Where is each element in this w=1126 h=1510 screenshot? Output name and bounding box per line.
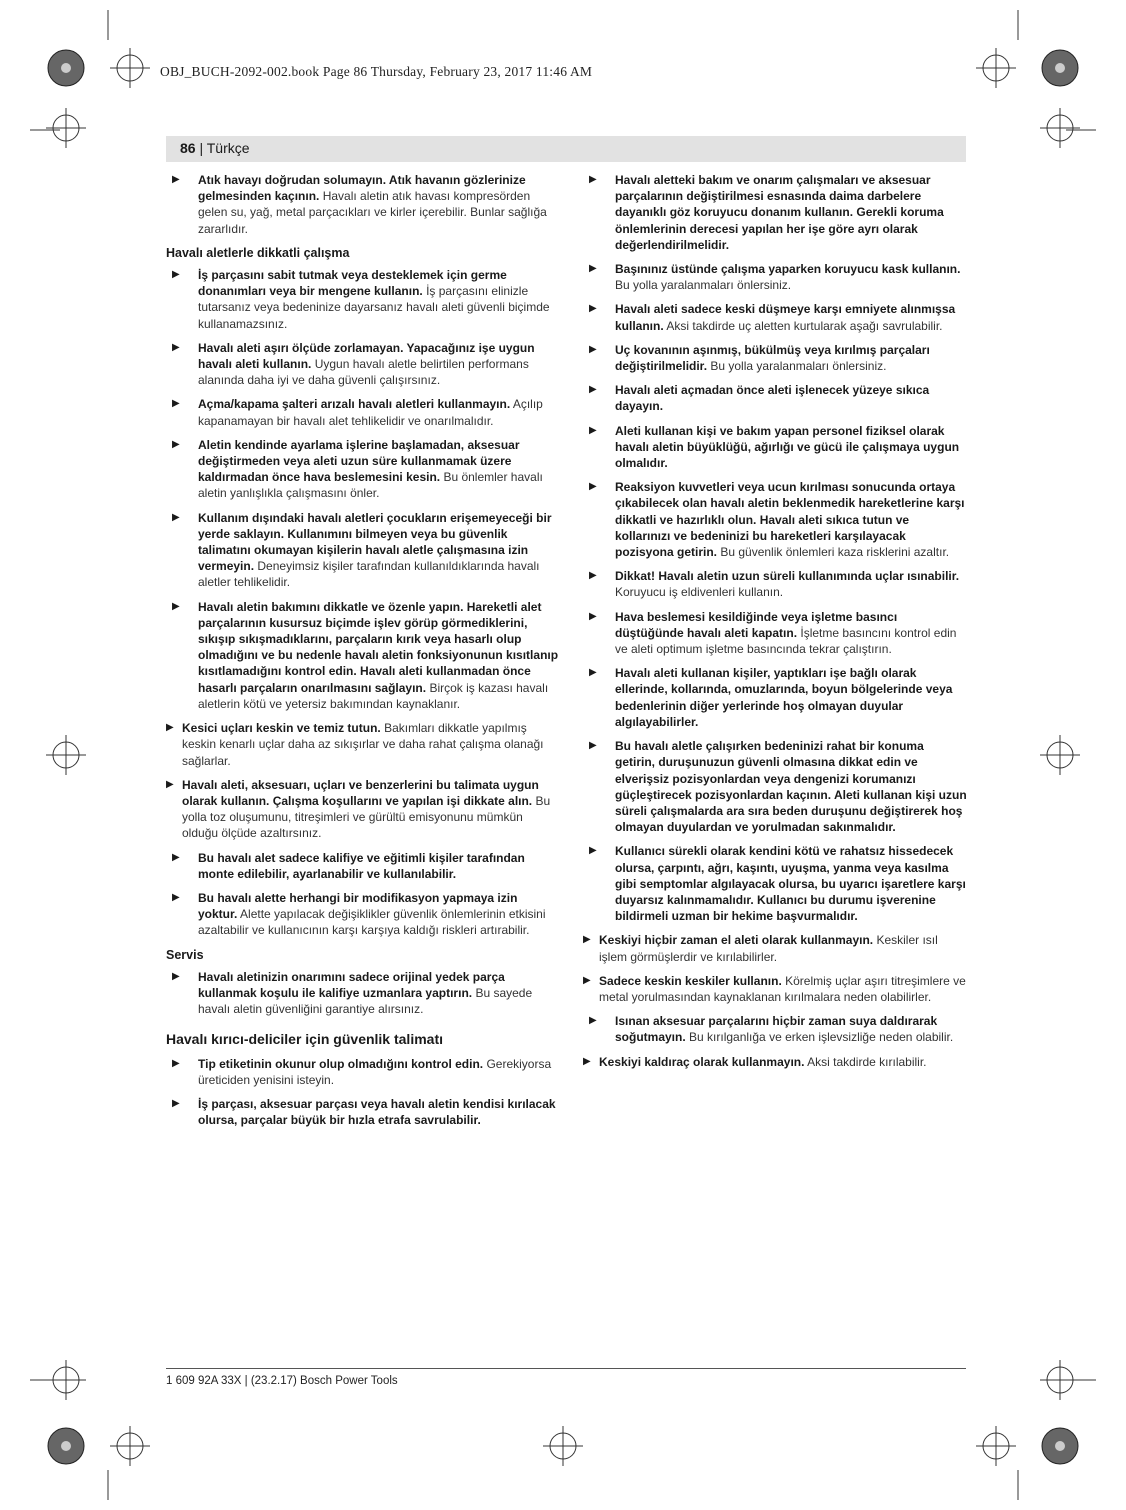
- item-bold-text: Uç kovanının aşınmış, bükülmüş veya kırılmış parçaları değiştirilmelidir.: [615, 342, 930, 374]
- list-item: [583, 1013, 967, 1045]
- arrow-bullet-icon: ▶: [172, 851, 180, 863]
- arrow-bullet-icon: ▶: [172, 438, 180, 450]
- arrow-bullet-icon: ▶: [589, 570, 597, 582]
- arrow-bullet-icon: ▶: [172, 341, 180, 353]
- arrow-bullet-icon: ▶: [172, 398, 180, 410]
- item-bold-text: Havalı aleti açmadan önce aleti işlenecek yüzeye sıkıca dayayın.: [615, 383, 930, 414]
- arrow-bullet-icon: ▶: [589, 174, 597, 185]
- item-body-text: Birçok iş kazası havalı aletlerin kötü ve yetersiz bakımından kaynaklanır.: [198, 680, 549, 711]
- item-bold-text: Keskiyi kaldıraç olarak kullanmayın.: [599, 1054, 805, 1069]
- list-item: [583, 479, 967, 560]
- item-body-text: Aksi takdirde kırılabilir.: [804, 1054, 927, 1069]
- arrow-bullet-icon: ▶: [589, 481, 597, 493]
- page-label: [180, 140, 250, 156]
- item-bold-text: İş parçasını sabit tutmak veya desteklemek için germe donanımları veya bir mengene kullanın.: [198, 268, 507, 299]
- list-item: [583, 843, 967, 924]
- item-bold-text: Bu havalı aletle çalışırken bedeninizi rahat bir konuma getirin, duruşunuzun güvenli olmasına dikkat edin ve elverişsiz pozisyonlardan veya dengenizi korumanızı güçleştirecek pozisyonlardan kaçının. Aleti kullanan kişi uzun süreli çalışmalarda ara sıra beden duruşunu değiştirerek hoş olmayan duyulardan ve yorulmadan sakınmalıdır.: [615, 739, 967, 835]
- item-bold-text: Havalı aleti kullanan kişiler, yaptıkları işe bağlı olarak ellerinde, kollarında, omuzlarında, boyun bölgelerinde veya bedenlerinin diğer yerlerinde hoş olmayan duyular algılayabilirler.: [615, 666, 953, 729]
- arrow-bullet-icon: ▶: [589, 424, 597, 436]
- arrow-bullet-icon: ▶: [172, 1097, 180, 1109]
- item-body-text: Bu yolla yaralanmaları önlersiniz.: [707, 359, 887, 374]
- item-bold-text: Aleti kullanan kişi ve bakım yapan personel fiziksel olarak havalı aletin büyüklüğü, ağırlığı ve gücü ile çalışmaya uygun olmalıdır.: [615, 423, 960, 471]
- item-body-text: İşletme basıncını kontrol edin ve aleti optimum işletme basıncında tekrar çalıştırın.: [615, 625, 957, 657]
- item-bold-text: Havalı aleti aşırı ölçüde zorlamayan. Yapacağınız işe uygun havalı aleti kullanın.: [198, 340, 535, 372]
- list-item: [166, 510, 560, 591]
- arrow-bullet-icon: ▶: [589, 343, 597, 355]
- arrow-bullet-icon: ▶: [589, 263, 597, 275]
- item-body-text: Bu önlemler havalı aletin yanlışlıkla çalışmasını önler.: [198, 470, 543, 501]
- arrow-bullet-icon: ▶: [172, 174, 180, 185]
- item-body-text: Bu güvenlik önlemleri kaza risklerini azaltır.: [717, 545, 950, 560]
- left-column: [166, 172, 560, 1136]
- list-item: [583, 423, 967, 472]
- header-language: Türkçe: [206, 140, 250, 156]
- item-bold-text: Tip etiketinin okunur olup olmadığını kontrol edin.: [198, 1056, 484, 1071]
- subheading: Havalı aletlerle dikkatli çalışma: [166, 245, 350, 260]
- item-bold-text: Kullanım dışındaki havalı aletleri çocukların erişemeyeceği bir yerde saklayın. Kullanımını bilmeyen veya bu güvenlik talimatını okumayan kişilerin havalı aletle çalışmasına izin vermeyin.: [198, 510, 552, 574]
- item-body-text: Körelmiş uçlar aşırı titreşimlere ve metal yorulmasından kaynaklanan kırılmalara neden olabilirler.: [599, 973, 966, 1004]
- item-body-text: Gerekiyorsa üreticiden yenisini isteyin.: [198, 1056, 552, 1087]
- arrow-bullet-icon: ▶: [166, 778, 174, 790]
- arrow-bullet-icon: ▶: [583, 934, 591, 946]
- item-bold-text: Havalı aletteki bakım ve onarım çalışmaları ve aksesuar parçalarının değiştirilmesi esnasında daima darbelere dayanıklı göz koruyucu donanım kullanın. Gerekli koruma önlemlerinin derecesi yapılan her işe göre ayrı olarak değerlendirilmelidir.: [615, 173, 944, 252]
- list-item: [166, 1056, 560, 1088]
- item-body-text: Bakımları dikkatle yapılmış keskin kenarlı uçlar daha az sıkışırlar ve daha rahat çalışma olanağı sağlarlar.: [182, 721, 544, 768]
- list-item: [166, 890, 560, 939]
- item-bold-text: Havalı aleti sadece keski düşmeye karşı emniyete alınmışsa kullanın.: [615, 302, 956, 333]
- right-column: [583, 172, 967, 1078]
- item-body-text: İş parçasını elinizle tutarsanız veya bedeninize dayarsanız havalı aleti güvenli biçimde kullanamazsınız.: [198, 284, 550, 331]
- arrow-bullet-icon: ▶: [583, 1055, 591, 1067]
- item-body-text: Açılıp kapanamayan bir havalı alet tehlikelidir ve onarılmalıdır.: [198, 397, 543, 428]
- item-bold-text: Havalı aleti, aksesuarı, uçları ve benzerlerini bu talimata uygun olarak kullanın. Çalışma koşullarını ve yapılan işi dikkate alın.: [182, 777, 539, 808]
- header-separator: |: [195, 140, 207, 156]
- arrow-bullet-icon: ▶: [589, 667, 597, 679]
- list-item: [583, 301, 967, 333]
- subheading: Servis: [166, 947, 204, 962]
- item-body-text: Havalı aletin atık havası kompresörden gelen su, yağ, metal parçacıkları ve kirler içerebilir. Bunlar sağlığa zararlıdır.: [198, 189, 547, 236]
- list-item: [166, 599, 560, 712]
- item-bold-text: Hava beslemesi kesildiğinde veya işletme basıncı düştüğünde havalı aleti kapatın.: [615, 609, 898, 640]
- item-body-text: Bu yolla toz oluşumunu, titreşimleri ve gürültü emisyonunu mümkün olduğu ölçüde azaltırsınız.: [182, 793, 551, 841]
- item-bold-text: Reaksiyon kuvvetleri veya ucun kırılması sonucunda ortaya çıkabilecek olan havalı aletin beklenmedik hareketlerine karşı dikkatli ve hazırlıklı olun. Havalı aleti sıkıca tutun ve kollarınızı ve bedeninizi bu hareketleri karşılayacak pozisyona getirin.: [615, 480, 965, 560]
- list-item: [166, 969, 560, 1018]
- list-item: [583, 973, 967, 1005]
- arrow-bullet-icon: ▶: [583, 974, 591, 986]
- item-bold-text: Atık havayı doğrudan solumayın. Atık havanın gözlerinize gelmesinden kaçının.: [198, 173, 526, 204]
- list-item: [583, 568, 967, 600]
- arrow-bullet-icon: ▶: [589, 303, 597, 315]
- item-bold-text: İş parçası, aksesuar parçası veya havalı aletin kendisi kırılacak olursa, parçalar büyük bir hızla etrafa savrulabilir.: [198, 1096, 556, 1128]
- section-heading: Havalı kırıcı-deliciler için güvenlik talimatı: [166, 1031, 443, 1048]
- item-body-text: Deneyimsiz kişiler tarafından kullanıldıklarında havalı aletler tehlikelidir.: [198, 559, 540, 590]
- arrow-bullet-icon: ▶: [172, 891, 180, 903]
- list-item: [583, 738, 967, 835]
- list-item: [166, 172, 560, 237]
- item-bold-text: Dikkat! Havalı aletin uzun süreli kullanımında uçlar ısınabilir.: [615, 569, 960, 584]
- item-body-text: Alette yapılacak değişiklikler güvenlik önlemlerinin etkisini azaltabilir ve kullanıcının karşı karşıya kaldığı riskleri artırabilir.: [198, 907, 546, 938]
- item-body-text: Aksi takdirde uç aletten kurtularak aşağı savrulabilir.: [663, 318, 943, 333]
- list-item: [166, 437, 560, 502]
- list-item: [166, 777, 560, 842]
- list-item: [166, 396, 560, 428]
- arrow-bullet-icon: ▶: [589, 740, 597, 752]
- item-bold-text: Keskiyi hiçbir zaman el aleti olarak kullanmayın.: [599, 933, 874, 948]
- item-bold-text: Açma/kapama şalteri arızalı havalı aletleri kullanmayın.: [198, 397, 511, 412]
- item-bold-text: Kullanıcı sürekli olarak kendini kötü ve rahatsız hissedecek olursa, çarpıntı, ağrı, kaşıntı, uyuşma, yanma veya kasılma gibi semptomlar algılayacak olursa, bu uyarıcı işaretlere karşı duyarsız kalınmamalıdır. Kullanıcı bu durumu işverenine bildirmeli uzman bir hekime başvurmalıdır.: [615, 844, 966, 924]
- arrow-bullet-icon: ▶: [589, 1015, 597, 1027]
- item-bold-text: Bu havalı alette herhangi bir modifikasyon yapmaya izin yoktur.: [198, 890, 518, 922]
- item-bold-text: Kesici uçları keskin ve temiz tutun.: [182, 721, 381, 736]
- page-header: [166, 136, 966, 162]
- item-body-text: Uygun havalı aletle belirtilen performans alanında daha iyi ve daha güvenli çalışırsınız.: [198, 357, 529, 388]
- footer-rule: [166, 1368, 966, 1369]
- list-item: [583, 1054, 967, 1070]
- item-body-text: Koruyucu iş eldivenleri kullanın.: [615, 585, 784, 600]
- list-item: [583, 382, 967, 414]
- list-item: [583, 342, 967, 374]
- item-bold-text: Başınınız üstünde çalışma yaparken koruyucu kask kullanın.: [615, 262, 961, 277]
- item-bold-text: Havalı aletinizin onarımını sadece orijinal yedek parça kullanmak koşulu ile kalifiye uzmanlara yaptırın.: [198, 969, 505, 1000]
- arrow-bullet-icon: ▶: [166, 722, 174, 734]
- list-item: [583, 172, 967, 253]
- arrow-bullet-icon: ▶: [589, 384, 597, 396]
- list-item: [583, 665, 967, 730]
- arrow-bullet-icon: ▶: [589, 845, 597, 857]
- arrow-bullet-icon: ▶: [172, 269, 180, 281]
- list-item: [583, 261, 967, 293]
- item-bold-text: Aletin kendinde ayarlama işlerine başlamadan, aksesuar değiştirmeden veya aleti uzun süre kullanmamak üzere kaldırmadan önce hava beslemesini kesin.: [198, 437, 520, 485]
- page-number: 86: [180, 140, 196, 156]
- page-footer: 1 609 92A 33X | (23.2.17) Bosch Power Tools: [166, 1375, 398, 1387]
- print-slug: OBJ_BUCH-2092-002.book Page 86 Thursday, February 23, 2017 11:46 AM: [160, 64, 593, 79]
- list-item: [166, 267, 560, 332]
- list-item: [166, 1096, 560, 1128]
- arrow-bullet-icon: ▶: [172, 600, 180, 612]
- list-item: [166, 340, 560, 389]
- item-body-text: Bu kırılganlığa ve erken işlevsizliğe neden olabilir.: [685, 1030, 954, 1045]
- arrow-bullet-icon: ▶: [172, 970, 180, 982]
- item-body-text: Keskiler ısıl işlem görmüşlerdir ve kırılabilirler.: [599, 933, 938, 964]
- item-bold-text: Isınan aksesuar parçalarını hiçbir zaman suya daldırarak soğutmayın.: [615, 1014, 938, 1045]
- item-body-text: Bu yolla yaralanmaları önlersiniz.: [615, 278, 792, 293]
- list-item: [166, 850, 560, 882]
- item-bold-text: Sadece keskin keskiler kullanın.: [599, 973, 782, 988]
- list-item: [583, 932, 967, 964]
- arrow-bullet-icon: ▶: [589, 610, 597, 622]
- list-item: [583, 609, 967, 658]
- arrow-bullet-icon: ▶: [172, 511, 180, 523]
- item-bold-text: Bu havalı alet sadece kalifiye ve eğitimli kişiler tarafından monte edilebilir, ayarlanabilir ve kullanılabilir.: [198, 850, 525, 881]
- item-bold-text: Havalı aletin bakımını dikkatle ve özenle yapın. Hareketli alet parçalarının kusursuz biçimde işlev görüp görmediklerini, sıkışıp sıkışmadıklarını, parçaların kırık veya hasarlı olup olmadığını ve bu nedenle havalı aletin fonksiyonunun kısıtlanıp kısıtlamadığını kontrol edin. Havalı aleti kullanmadan önce hasarlı parçaların onarılmasını sağlayın.: [198, 599, 559, 695]
- item-body-text: Bu sayede havalı aletin güvenliğini garantiye alırsınız.: [198, 985, 533, 1017]
- arrow-bullet-icon: ▶: [172, 1057, 180, 1069]
- list-item: [166, 720, 560, 769]
